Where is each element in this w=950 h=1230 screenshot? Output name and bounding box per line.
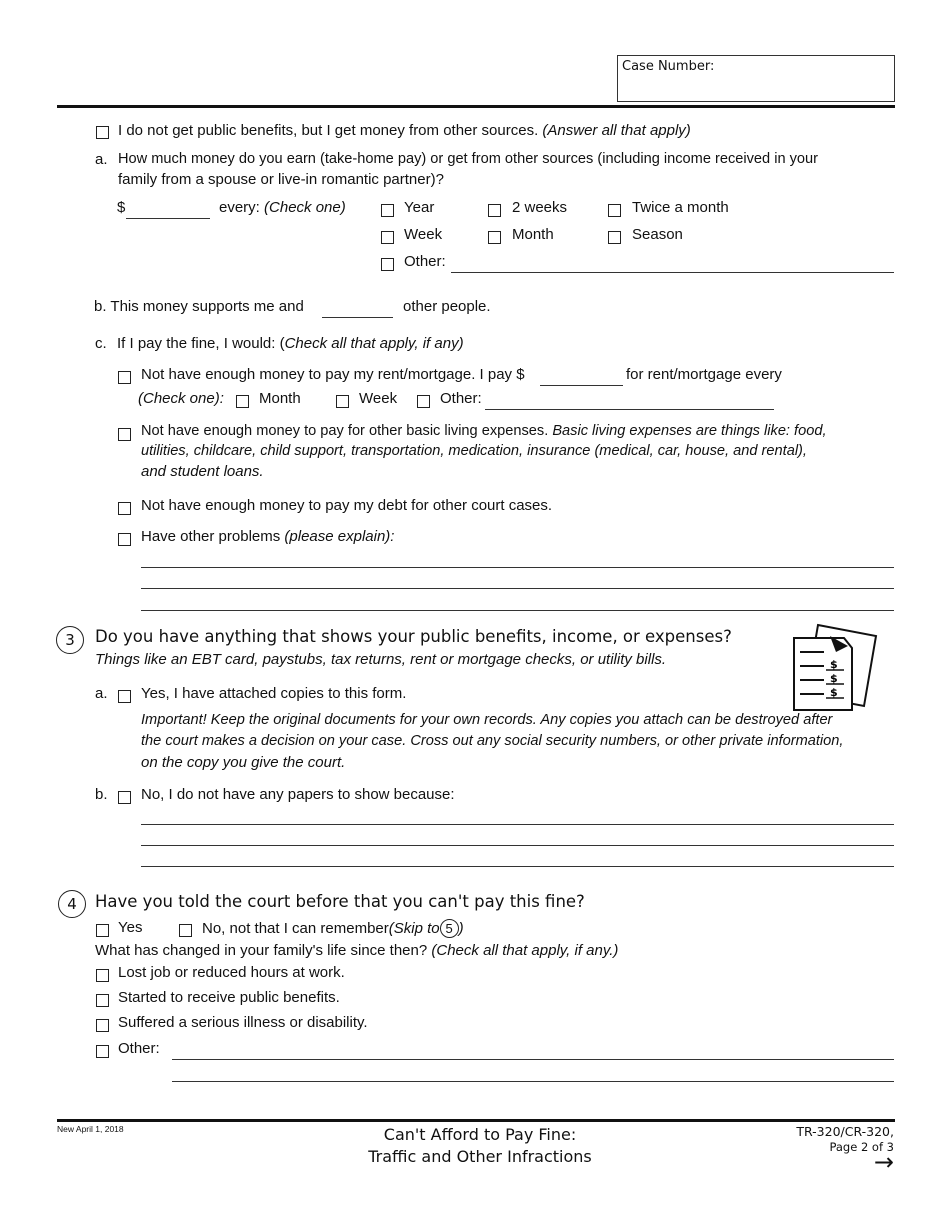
q4-no-label: No, not that I can remember(Skip to 5 ) — [202, 920, 464, 937]
question-3-number: 3 — [56, 626, 84, 654]
rent-month-checkbox[interactable] — [236, 395, 249, 408]
lost-job-checkbox[interactable] — [96, 969, 109, 982]
problems-line-2[interactable] — [141, 588, 894, 589]
freq-year-checkbox[interactable] — [381, 204, 394, 217]
freq-other-field[interactable] — [451, 272, 894, 273]
q3-no-label: No, I do not have any papers to show because: — [141, 786, 455, 803]
q4-other-line-2[interactable] — [172, 1081, 894, 1082]
q3-reason-line-2[interactable] — [141, 845, 894, 846]
other-sources-label: I do not get public benefits, but I get money from other sources. (Answer all that apply) — [118, 122, 691, 139]
problems-checkbox[interactable] — [118, 533, 131, 546]
doc-dollar-3: $ — [830, 686, 838, 699]
question-3-subtitle: Things like an EBT card, paystubs, tax returns, rent or mortgage checks, or utility bills. — [95, 651, 667, 668]
q3-no-checkbox[interactable] — [118, 791, 131, 804]
item-c-text: If I pay the fine, I would: (Check all that apply, if any) — [117, 335, 464, 352]
q4-other-checkbox[interactable] — [96, 1045, 109, 1058]
question-4-number: 4 — [58, 890, 86, 918]
rent-month-label: Month — [259, 390, 301, 407]
rent-amount-field[interactable] — [540, 385, 623, 386]
q3-important-2: the court makes a decision on your case. Cross out any social security numbers, or other private information, — [141, 733, 844, 749]
public-benefits-checkbox[interactable] — [96, 994, 109, 1007]
footer-title-line-2: Traffic and Other Infractions — [368, 1147, 592, 1166]
freq-week-checkbox[interactable] — [381, 231, 394, 244]
dollar-sign: $ — [117, 199, 126, 216]
freq-twice-month-checkbox[interactable] — [608, 204, 621, 217]
rent-text-1: Not have enough money to pay my rent/mortgage. I pay $ — [141, 366, 525, 383]
basic-expenses-line-3: and student loans. — [141, 463, 264, 480]
case-number-label: Case Number: — [622, 59, 715, 74]
item-a-label: a. — [95, 151, 108, 168]
next-page-arrow-icon[interactable]: → — [873, 1148, 894, 1176]
q4-yes-label: Yes — [118, 919, 143, 936]
debt-label: Not have enough money to pay my debt for other court cases. — [141, 497, 553, 514]
q3-reason-line-3[interactable] — [141, 866, 894, 867]
item-b-text-1: b. This money supports me and — [94, 298, 304, 315]
header-rule — [57, 105, 895, 108]
freq-other-checkbox[interactable] — [381, 258, 394, 271]
amount-field[interactable] — [126, 218, 210, 219]
freq-twice-month-label: Twice a month — [632, 199, 729, 216]
documents-icon — [784, 622, 880, 714]
q4-other-label: Other: — [118, 1040, 160, 1057]
freq-2weeks-label: 2 weeks — [512, 199, 568, 216]
lost-job-label: Lost job or reduced hours at work. — [118, 964, 345, 981]
freq-2weeks-checkbox[interactable] — [488, 204, 501, 217]
case-number-box[interactable] — [617, 55, 895, 102]
skip-to-number: 5 — [440, 919, 459, 938]
item-a-question-2: family from a spouse or live-in romantic partner)? — [118, 171, 444, 188]
basic-expenses-line-1: Not have enough money to pay for other basic living expenses. Basic living expenses are things like: food, — [141, 423, 827, 439]
problems-label: Have other problems (please explain): — [141, 528, 395, 545]
illness-checkbox[interactable] — [96, 1019, 109, 1032]
every-label: every: (Check one) — [219, 199, 346, 216]
freq-other-label: Other: — [404, 253, 446, 270]
rent-checkbox[interactable] — [118, 371, 131, 384]
rent-other-field[interactable] — [485, 409, 774, 410]
rent-check-one: (Check one): — [138, 390, 224, 407]
footer-title — [330, 1124, 630, 1168]
item-c-label: c. — [95, 335, 107, 352]
people-count-field[interactable] — [322, 317, 393, 318]
q3-important-3: on the copy you give the court. — [141, 754, 346, 771]
freq-month-label: Month — [512, 226, 554, 243]
rent-week-label: Week — [359, 390, 398, 407]
basic-expenses-line-2: utilities, childcare, child support, transportation, medication, insurance (medical, car, house, and rental), — [141, 443, 807, 459]
other-sources-checkbox[interactable] — [96, 126, 109, 139]
debt-checkbox[interactable] — [118, 502, 131, 515]
rent-week-checkbox[interactable] — [336, 395, 349, 408]
question-4-text: Have you told the court before that you can't pay this fine? — [95, 892, 585, 911]
question-3-text: Do you have anything that shows your public benefits, income, or expenses? — [95, 627, 732, 646]
freq-year-label: Year — [404, 199, 435, 216]
q3-important-1: Important! Keep the original documents for your own records. Any copies you attach can be destroyed after — [141, 712, 833, 728]
rent-other-checkbox[interactable] — [417, 395, 430, 408]
footer-rule — [57, 1119, 895, 1122]
rent-other-label: Other: — [440, 390, 482, 407]
q4-other-line-1[interactable] — [172, 1059, 894, 1060]
q3-b-label: b. — [95, 786, 108, 803]
illness-label: Suffered a serious illness or disability. — [118, 1014, 368, 1031]
q3-yes-label: Yes, I have attached copies to this form. — [141, 685, 407, 702]
public-benefits-label: Started to receive public benefits. — [118, 989, 340, 1006]
rent-text-2: for rent/mortgage every — [626, 366, 782, 383]
footer-date: New April 1, 2018 — [57, 1124, 124, 1134]
q4-yes-checkbox[interactable] — [96, 924, 109, 937]
form-number: TR-320/CR-320, — [796, 1124, 894, 1139]
item-a-question-1: How much money do you earn (take-home pay) or get from other sources (including income received in your — [118, 151, 819, 167]
q3-yes-checkbox[interactable] — [118, 690, 131, 703]
doc-dollar-2: $ — [830, 672, 838, 685]
item-b-text-2: other people. — [403, 298, 491, 315]
problems-line-3[interactable] — [141, 610, 894, 611]
q4-changed-text: What has changed in your family's life since then? (Check all that apply, if any.) — [95, 942, 619, 959]
problems-line-1[interactable] — [141, 567, 894, 568]
freq-season-checkbox[interactable] — [608, 231, 621, 244]
doc-dollar-1: $ — [830, 658, 838, 671]
freq-season-label: Season — [632, 226, 683, 243]
page-number: Page 2 of 3 — [829, 1140, 894, 1154]
q3-reason-line-1[interactable] — [141, 824, 894, 825]
basic-expenses-checkbox[interactable] — [118, 428, 131, 441]
freq-month-checkbox[interactable] — [488, 231, 501, 244]
freq-week-label: Week — [404, 226, 443, 243]
q4-no-checkbox[interactable] — [179, 924, 192, 937]
q3-a-label: a. — [95, 685, 108, 702]
footer-title-line-1: Can't Afford to Pay Fine: — [383, 1125, 577, 1144]
